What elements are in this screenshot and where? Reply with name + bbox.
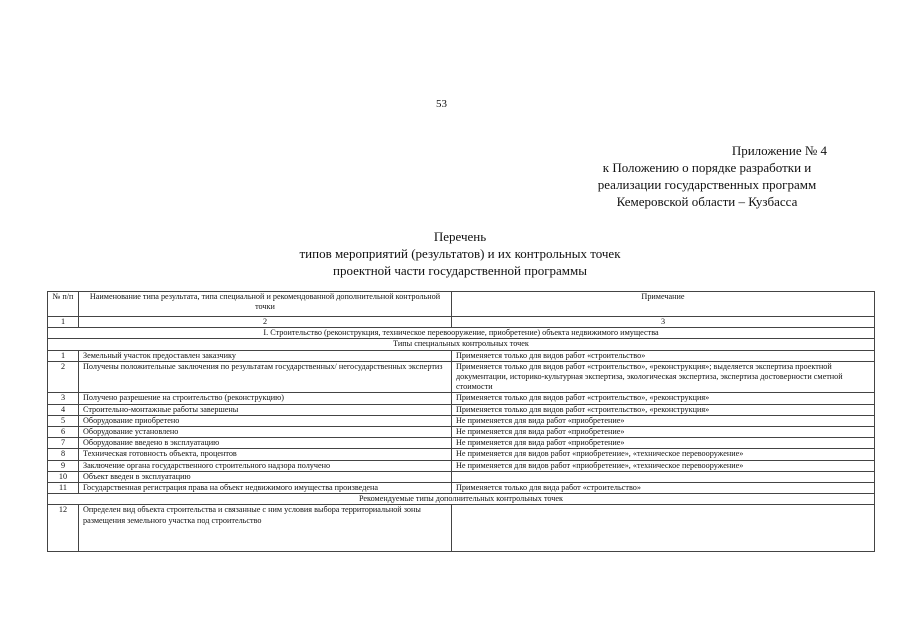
row-number: 11 <box>48 483 79 494</box>
appendix-line: к Положению о порядке разработки и <box>602 160 812 175</box>
page-number: 53 <box>436 98 447 110</box>
table-row <box>48 505 875 552</box>
row-name: Объект введен в эксплуатацию <box>79 471 452 482</box>
recommended-points-title: Рекомендуемые типы дополнительных контрольных точек <box>48 494 875 505</box>
table-row <box>48 393 875 404</box>
table-row <box>48 361 875 393</box>
title-line: Перечень <box>433 229 487 244</box>
row-name: Строительно-монтажные работы завершены <box>79 404 452 415</box>
row-note <box>452 505 875 552</box>
special-points-title: Типы специальных контрольных точек <box>48 339 875 350</box>
table-row <box>48 415 875 426</box>
row-name: Определен вид объекта строительства и связанные с ним условия выбора территориальной зоны размещения земельного участка под строительство <box>79 505 452 552</box>
row-note: Не применяется для вида работ «приобретение» <box>452 427 875 438</box>
row-note: Применяется только для видов работ «строительство», «реконструкция»; выделяется экспертиза проектной документации, историко-культурная экспертиза, экологическая экспертиза, экспертиза достоверности сметной стоимости <box>452 361 875 393</box>
header-note: Примечание <box>452 292 875 317</box>
row-number: 8 <box>48 449 79 460</box>
table-row <box>48 404 875 415</box>
table-row <box>48 427 875 438</box>
row-note <box>452 471 875 482</box>
table-row <box>48 449 875 460</box>
title-line: типов мероприятий (результатов) и их контрольных точек <box>299 246 621 261</box>
row-name: Оборудование приобретено <box>79 415 452 426</box>
subsection-row <box>48 339 875 350</box>
row-number: 4 <box>48 404 79 415</box>
row-note: Не применяется для видов работ «приобретение», «техническое перевооружение» <box>452 460 875 471</box>
row-number: 10 <box>48 471 79 482</box>
column-number-row <box>48 317 875 328</box>
subsection-row <box>48 494 875 505</box>
table-row <box>48 438 875 449</box>
section-row <box>48 328 875 339</box>
table-row <box>48 350 875 361</box>
row-note: Применяется только для видов работ «строительство», «реконструкция» <box>452 404 875 415</box>
row-number: 6 <box>48 427 79 438</box>
header-num: № п/п <box>48 292 79 317</box>
row-number: 12 <box>48 505 79 552</box>
measures-table <box>47 291 875 552</box>
row-name: Оборудование введено в эксплуатацию <box>79 438 452 449</box>
row-name: Государственная регистрация права на объект недвижимого имущества произведена <box>79 483 452 494</box>
column-number: 3 <box>452 317 875 328</box>
row-number: 2 <box>48 361 79 393</box>
row-note: Применяется только для вида работ «строительство» <box>452 483 875 494</box>
document-title <box>240 228 680 279</box>
row-number: 5 <box>48 415 79 426</box>
row-number: 1 <box>48 350 79 361</box>
appendix-heading <box>547 142 867 210</box>
row-name: Техническая готовность объекта, процентов <box>79 449 452 460</box>
row-note: Не применяется для вида работ «приобретение» <box>452 438 875 449</box>
table-row <box>48 483 875 494</box>
column-number: 2 <box>79 317 452 328</box>
row-name: Земельный участок предоставлен заказчику <box>79 350 452 361</box>
row-name: Заключение органа государственного строительного надзора получено <box>79 460 452 471</box>
row-note: Не применяется для видов работ «приобретение», «техническое перевооружение» <box>452 449 875 460</box>
row-number: 9 <box>48 460 79 471</box>
row-name: Получено разрешение на строительство (реконструкцию) <box>79 393 452 404</box>
row-number: 7 <box>48 438 79 449</box>
appendix-line: Кемеровской области – Кузбасса <box>616 194 798 209</box>
row-number: 3 <box>48 393 79 404</box>
section-title: I. Строительство (реконструкция, техническое перевооружение, приобретение) объекта недвижимого имущества <box>48 328 875 339</box>
appendix-line: реализации государственных программ <box>597 177 817 192</box>
row-note: Применяется только для видов работ «строительство», «реконструкция» <box>452 393 875 404</box>
title-line: проектной части государственной программы <box>333 263 587 278</box>
row-note: Не применяется для вида работ «приобретение» <box>452 415 875 426</box>
appendix-title: Приложение № 4 <box>731 143 827 158</box>
row-name: Получены положительные заключения по результатам государственных/ негосударственных экспертиз <box>79 361 452 393</box>
table-header-row <box>48 292 875 317</box>
column-number: 1 <box>48 317 79 328</box>
row-name: Оборудование установлено <box>79 427 452 438</box>
header-name: Наименование типа результата, типа специальной и рекомендованной дополнительной контрольной точки <box>79 292 452 317</box>
table-row <box>48 460 875 471</box>
row-note: Применяется только для видов работ «строительство» <box>452 350 875 361</box>
table-row <box>48 471 875 482</box>
